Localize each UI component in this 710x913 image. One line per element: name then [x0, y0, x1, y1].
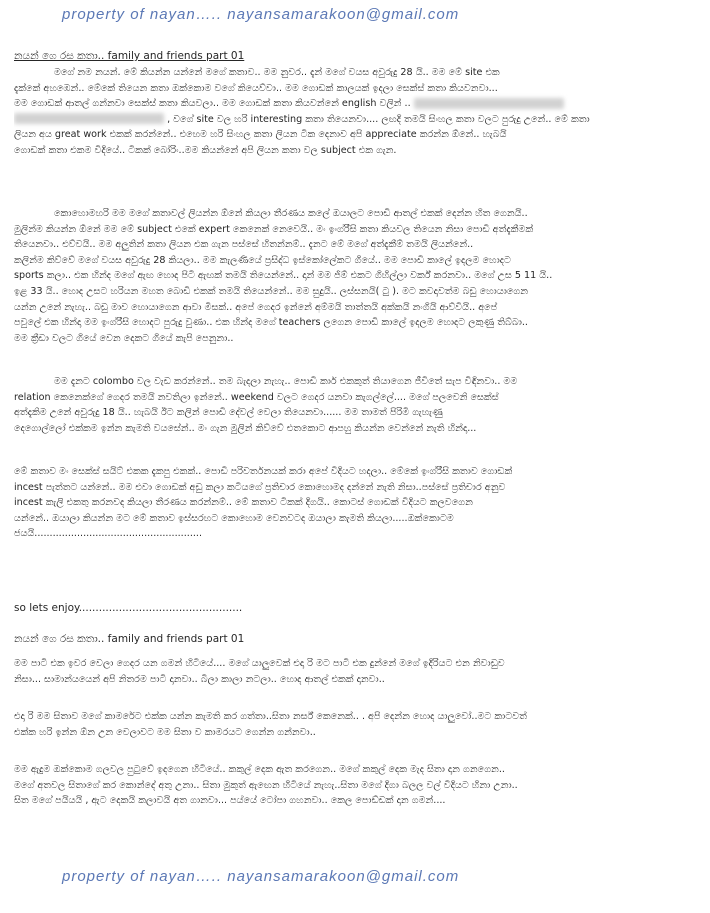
text-line: මේ කතාව මං සෙක්ස් සයිට් එකක දැකපු එකක්.. පොඩි පරිවර්තනයක් කරා අපේ විදියට හදලා.. මේකේ ඉංග්රීසි කතාව ගොඩක් — [14, 466, 513, 477]
text-line: ජයයි....................................................... — [14, 528, 203, 540]
text-line: මම ක්‍රීඩා වලට ගියේ වෙන දෙකට ගියේ කැපි පෙනුනා.. — [14, 332, 234, 344]
text-line: ඉළ 33 යි.. හොද උසට හරියන මහත බොඩි එකක් තමයි තියෙන්නේ.. මම සුදුයි.. ලස්සනයි( ටු ). මට කවදාවත්ම බඩු හොයාගෙන — [14, 285, 529, 297]
text-line: යන්න උනේ නැහැ.. බඩු මාව හොයාගෙන ආවා මිසක්.. අපේ ගෙදර ඉන්නේ අම්මයි තාත්තයි අක්කයි නංගියි ආව්වියි.. අපේ — [14, 301, 498, 313]
text-line: කොහොමහරි මම මගේ කතාවල් ලියන්න ඕනේ කියලා තීරණය කලේ ඔයාලට පොඩි ආතල් එකක් දෙන්න හිත ගෙනයි.. — [54, 208, 528, 219]
text-line: යන්නේ.. ඔයාලා කියන්න මට මේ කතාව ඉස්සරහට කොහොම වෙනවටද ඔයාලා කැමති කියලා.....ඔක්කොටම — [14, 512, 454, 524]
text-line: නිසා... සාමාන්යයෙන් අපි නිතරම පාටි දානවා.. බිලා කාලා නටලා.. හොද ආතල් එකක් දානවා.. — [14, 673, 385, 685]
text-line: මම ගොඩක් ආතල් ගන්නවා සෙක්ස් කතා කියවලා.. මම ගොඩක් කතා කියවන්නේ english වලින් .. — [14, 96, 696, 112]
text-line: මම දැනට colombo වල වැඩ කරන්නේ.. තම බැදලා නැහැ.. පොඩි කාර් එකකුත් තියාගෙන ජීවිතේ සැප විඳිනවා.. මම — [54, 376, 518, 387]
redacted-text — [14, 113, 164, 124]
text-line: මගේ අතවල සිතාගේ කර කොන්දේ අතු උනා.. සිතා මුකුත් ඇඟෙන හිටියේ නැහැ..සිතා මගේ දිගා බලල වල් විදියට හිනා උනා.. — [14, 779, 518, 791]
story-title: නයන් ගෙ රස කතා.. family and friends part 01 — [14, 50, 245, 62]
paragraph — [14, 709, 696, 740]
text-line: මම පාටි එක ඉවර වෙලා ගෙදර යන ගමන් හිටියේ.... මගේ යාලුවෙක් එදා රි මට පාටි එක දුන්නේ මගේ ඉදිරියට එන නිවාඩුව — [14, 658, 505, 669]
text-line: එදා රි මම සිතාව මගේ කාමරේට එක්ක යන්න කැමති කර ගත්තා..සිතා නර්ස් කෙනෙක්.. . අපි දෙන්න හොද යාලුවෝ..මට කාටවත් — [14, 711, 527, 722]
text-line: මගේ නම නයන්. මේ කියන්න යන්නේ මගේ කතාව.. මම නුවර.. දැන් මගේ වයස අවුරුදු 28 යි.. මම මේ site එක — [54, 67, 500, 78]
paragraph — [14, 464, 696, 542]
text-line: සිත මගේ පයියයි , ඇට දෙකයි කලාවයි අත ගානවා... පය්යේ ටෝපා ගහනවා.. කෙල පොඩ්ඩක් දාන ගමන්.... — [14, 795, 446, 807]
text-line: incest කැලි එකතු කරනවද කියලා තීරණය කරන්නම්.. මේ කතාව ටිකක් දිගයි.. කොටස් ගොඩක් විදියට කලවගෙන — [14, 497, 473, 509]
text-line: අත්දැකිම උනේ අවුරුදු 18 යි.. හැබයි ඊට කලින් පොඩි දේවල් වෙලා තියෙනවා...... මම තාමත් පිරිමි ගැහැණු — [14, 407, 443, 419]
watermark-top: property of nayan….. nayansamarakoon@gmail.com — [62, 6, 460, 23]
so-lets-enjoy: so lets enjoy................................................. — [14, 602, 243, 614]
text-line: , වගේ site වල හරි interesting කතා තියෙනවා.... ලඟදි තමයි සිංහල කතා වලට පුරුදු උනේ.. මේ කතා — [14, 112, 696, 128]
text-line: මම ඇදුම ඔක්කොම ගලවල පුටුවේ ඉදගෙන හිටියේ.. කකුල් දෙක ඇත කරගෙන.. මගේ කකුල් දෙක මැද සිතා දාන ගනගෙන.. — [14, 764, 505, 775]
text-line: දෙගොල්ලෝ එක්කම ඉන්න කැමති වයසේන්.. මං ගැන මුලින් කිව්වේ එතකොට ආපහු කියන්න වෙන්නේ නැති හින්දා... — [14, 422, 477, 434]
paragraph — [14, 762, 696, 809]
watermark-bottom: property of nayan….. nayansamarakoon@gmail.com — [62, 868, 460, 885]
text-line: කලින්ම කිව්වේ මගේ වයස අවුරුදු 28 කියලා.. මම කැලණියේ ප්‍රසිද්ධ ඉස්කෝලේකට ගියේ.. මම පොඩි කාලේ ඉදලම හොදට — [14, 254, 511, 266]
paragraph — [14, 206, 696, 346]
text-line: එක්ක හරි ඉන්න ඕන උන වෙලාවට මම සිතා ව කාමරයට ගෙන්න ගන්නවා.. — [14, 726, 316, 738]
text-line: sports කලා.. එක හින්ද මගේ ඇඟ හොද පිටි ඇඟක් තමයි තියෙන්නේ.. දාන් මම ජිම් එකට ගිහිල්ලා වර්ක් කරනවා.. මගේ උස 5 11 යි.. — [14, 270, 553, 282]
text-line: පවුලේ එක හින්දා මම ඉංග්රීසි හොදට පුරුදු වුණා.. එක හින්ද මගේ teachers ලගෙන පොඩි කාලේ ඉදලම හොදට ලකුණු තිබ්බා.. — [14, 317, 528, 329]
text-line: තියෙනවා.. එව්වයි.. මම අලුතින් කතා ලියන එක ගැන පස්සේ හිතන්නම්.. දැනට මේ මගේ අත්දැකීම් තමයි ලියන්නේ.. — [14, 239, 474, 251]
paragraph — [14, 656, 696, 687]
paragraph — [14, 374, 696, 436]
redacted-text — [414, 98, 564, 109]
text-line: incest පැත්තට යන්නේ.. මම එවා ගොඩක් අඩු කලා කටියගේ ප්‍රතිචාර කොහොමද දන්නේ නැති නිසා..පස්සේ ප්‍රතිචාර අනුව — [14, 481, 506, 493]
text-line: relation කෙනෙක්ගේ ගෙදර තමයි නවතිලා ඉන්නේ.. weekend වලට ගෙදර යනවා කැගල්ලේ.... මගේ පලවෙනි සෙක්ස් — [14, 391, 499, 403]
text-line: ලියන අය great work එකක් කරන්නේ.. එහෙම හරි සිංහල කතා ලියන ටික දෙනාව අපි appreciate කරන්න ඕනේ.. හැබයි — [14, 129, 507, 141]
text-line: මුලින්ම කියන්න ඕනේ මම මේ subject එකේ expert කෙනෙක් නෙවෙයි.. මං ඉංග්රීසි කතා කියවල තියෙන නිසා පොඩි අත්දැකීමක් — [14, 223, 534, 235]
intro-paragraph — [14, 65, 696, 159]
text-line: දැක්කේ අහඹෙන්.. මේකේ තියෙන කතා ඔක්කොම වගේ කියෙව්වා.. මම ගොඩක් කාලයක් ඉදලා සෙක්ස් කතා කියවනවා... — [14, 82, 498, 94]
story-title-repeat: නයන් ගෙ රස කතා.. family and friends part 01 — [14, 633, 245, 645]
text-line: ගොඩක් කතා එකම විදියේ.. ටිකක් බෝරිං..මම කියන්නේ අපි ලියන කතා වල subject එක ගැන. — [14, 144, 397, 156]
